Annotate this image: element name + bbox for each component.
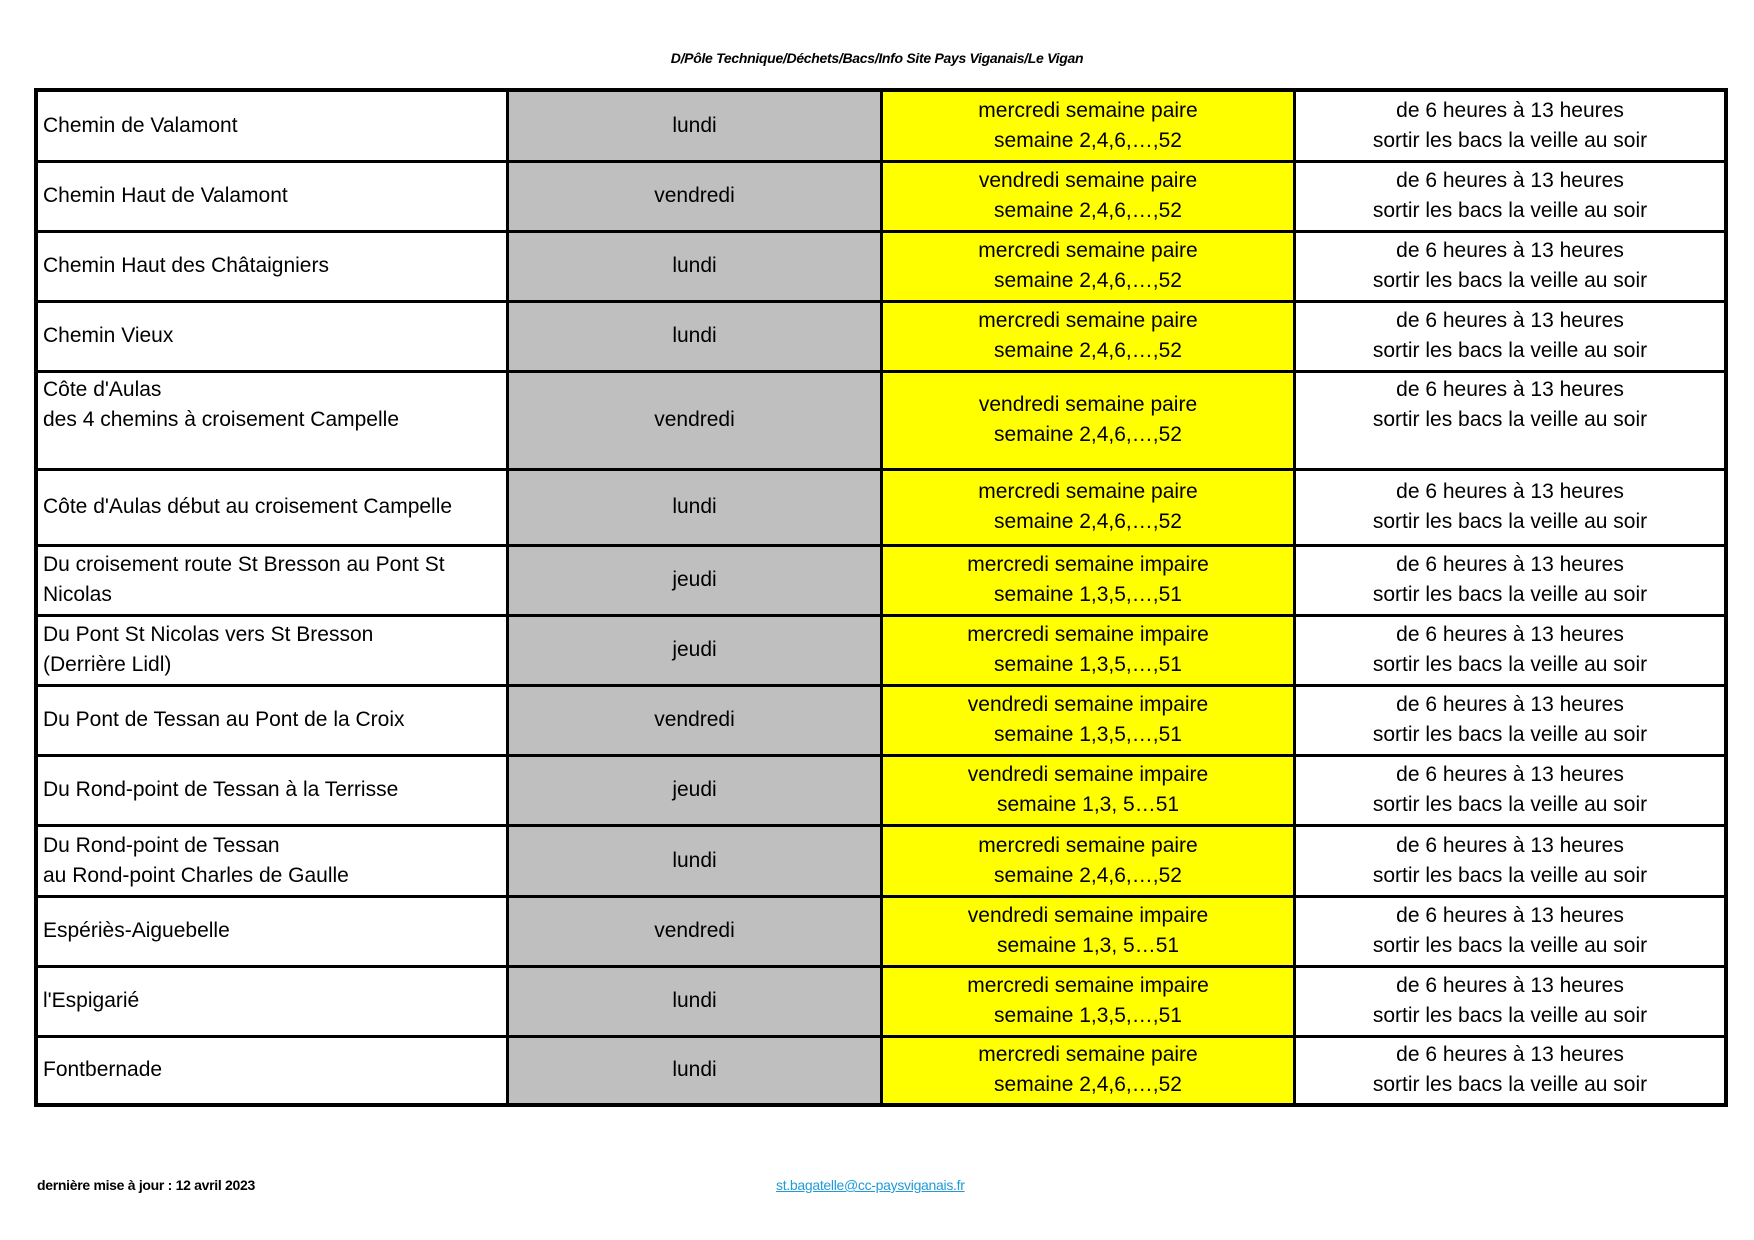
hours-cell-line: de 6 heures à 13 heures <box>1396 763 1624 786</box>
hours-cell <box>1295 825 1727 896</box>
yellow-bin-cell-line: semaine 2,4,6,…,52 <box>994 423 1182 446</box>
street-cell-line: Du croisement route St Bresson au Pont St <box>43 553 445 576</box>
hours-cell-line: sortir les bacs la veille au soir <box>1372 1004 1648 1027</box>
hours-cell-line: sortir les bacs la veille au soir <box>1372 510 1648 533</box>
yellow-bin-cell-line: vendredi semaine paire <box>978 169 1198 192</box>
yellow-bin-cell <box>882 685 1295 755</box>
street-cell-line: Du Rond-point de Tessan à la Terrisse <box>43 778 399 801</box>
street-cell <box>36 1036 508 1105</box>
yellow-bin-cell-line: semaine 1,3,5,…,51 <box>994 653 1182 676</box>
yellow-bin-cell-line: mercredi semaine paire <box>978 1043 1198 1067</box>
street-cell <box>36 545 508 615</box>
hours-cell-line: de 6 heures à 13 heures <box>1396 239 1624 262</box>
yellow-bin-cell-line: semaine 2,4,6,…,52 <box>994 510 1182 533</box>
table-row <box>36 825 1726 896</box>
street-cell <box>36 469 508 545</box>
hours-cell-line: sortir les bacs la veille au soir <box>1372 653 1648 676</box>
hours-cell-line: de 6 heures à 13 heures <box>1396 377 1624 401</box>
hours-cell-line: sortir les bacs la veille au soir <box>1372 339 1648 362</box>
yellow-bin-cell-line: mercredi semaine impaire <box>967 974 1209 997</box>
collection-schedule-table <box>34 88 1728 1107</box>
table-row <box>36 685 1726 755</box>
yellow-bin-cell-line: vendredi semaine impaire <box>967 693 1209 716</box>
yellow-bin-cell-line: semaine 1,3,5,…,51 <box>994 1004 1182 1027</box>
hours-cell-line: de 6 heures à 13 heures <box>1396 169 1624 192</box>
collection-day-cell: lundi <box>508 301 882 371</box>
document-path-header: D/Pôle Technique/Déchets/Bacs/Info Site Pays Viganais/Le Vigan <box>670 50 1084 66</box>
yellow-bin-cell-line: vendredi semaine impaire <box>967 763 1209 786</box>
yellow-bin-cell-line: semaine 2,4,6,…,52 <box>994 199 1182 222</box>
street-cell-line: Chemin Haut de Valamont <box>43 184 288 207</box>
collection-day-cell: lundi <box>508 231 882 301</box>
street-cell <box>36 90 508 161</box>
yellow-bin-cell-line: vendredi semaine impaire <box>967 904 1209 927</box>
yellow-bin-cell <box>882 966 1295 1036</box>
street-cell <box>36 685 508 755</box>
yellow-bin-cell-line: semaine 2,4,6,…,52 <box>994 863 1182 887</box>
collection-day-cell: lundi <box>508 469 882 545</box>
street-cell-line: Fontbernade <box>43 1058 163 1082</box>
hours-cell <box>1295 615 1727 685</box>
yellow-bin-cell-line: vendredi semaine paire <box>978 393 1198 416</box>
collection-day-cell: lundi <box>508 90 882 161</box>
hours-cell <box>1295 966 1727 1036</box>
table-row <box>36 90 1726 161</box>
street-cell-line: l'Espigarié <box>43 989 140 1012</box>
yellow-bin-cell <box>882 301 1295 371</box>
collection-day-cell: vendredi <box>508 685 882 755</box>
yellow-bin-cell <box>882 896 1295 966</box>
last-update-label: dernière mise à jour : 12 avril 2023 <box>37 1177 255 1193</box>
table-row <box>36 161 1726 231</box>
collection-day-cell: jeudi <box>508 755 882 825</box>
collection-day-cell: lundi <box>508 1036 882 1105</box>
yellow-bin-cell <box>882 90 1295 161</box>
street-cell-line: Du Pont St Nicolas vers St Bresson <box>43 623 374 646</box>
yellow-bin-cell <box>882 231 1295 301</box>
yellow-bin-cell-line: semaine 2,4,6,…,52 <box>994 269 1182 292</box>
hours-cell <box>1295 1036 1727 1105</box>
collection-day-cell: vendredi <box>508 896 882 966</box>
street-cell-line: Chemin de Valamont <box>43 113 238 137</box>
hours-cell <box>1295 161 1727 231</box>
contact-email-link[interactable]: st.bagatelle@cc-paysviganais.fr <box>776 1177 965 1193</box>
yellow-bin-cell <box>882 161 1295 231</box>
yellow-bin-cell <box>882 545 1295 615</box>
street-cell <box>36 896 508 966</box>
table-row <box>36 755 1726 825</box>
hours-cell-line: de 6 heures à 13 heures <box>1396 480 1624 503</box>
street-cell-line: au Rond-point Charles de Gaulle <box>43 863 349 887</box>
table-row <box>36 966 1726 1036</box>
hours-cell <box>1295 545 1727 615</box>
hours-cell-line: de 6 heures à 13 heures <box>1396 98 1624 122</box>
hours-cell <box>1295 301 1727 371</box>
hours-cell <box>1295 231 1727 301</box>
street-cell <box>36 301 508 371</box>
table-row <box>36 545 1726 615</box>
hours-cell-line: sortir les bacs la veille au soir <box>1372 723 1648 746</box>
collection-day-cell: jeudi <box>508 545 882 615</box>
hours-cell-line: de 6 heures à 13 heures <box>1396 623 1624 646</box>
hours-cell-line: sortir les bacs la veille au soir <box>1372 128 1648 152</box>
yellow-bin-cell-line: mercredi semaine paire <box>978 309 1198 332</box>
yellow-bin-cell-line: mercredi semaine paire <box>978 833 1198 857</box>
hours-cell-line: sortir les bacs la veille au soir <box>1372 793 1648 816</box>
street-cell-line: des 4 chemins à croisement Campelle <box>43 407 399 431</box>
hours-cell <box>1295 469 1727 545</box>
street-cell <box>36 615 508 685</box>
yellow-bin-cell-line: mercredi semaine paire <box>978 480 1198 503</box>
street-cell-line: Chemin Vieux <box>43 324 174 347</box>
collection-day-cell: jeudi <box>508 615 882 685</box>
hours-cell <box>1295 755 1727 825</box>
table-row <box>36 1036 1726 1105</box>
hours-cell-line: sortir les bacs la veille au soir <box>1372 199 1648 222</box>
hours-cell-line: de 6 heures à 13 heures <box>1396 904 1624 927</box>
street-cell <box>36 231 508 301</box>
yellow-bin-cell-line: mercredi semaine paire <box>978 98 1198 122</box>
street-cell-line: Espériès-Aiguebelle <box>43 919 230 942</box>
yellow-bin-cell-line: semaine 1,3, 5…51 <box>996 793 1180 816</box>
yellow-bin-cell-line: mercredi semaine impaire <box>967 623 1209 646</box>
street-cell-line: Du Rond-point de Tessan <box>43 833 280 857</box>
yellow-bin-cell-line: semaine 1,3, 5…51 <box>996 934 1180 957</box>
yellow-bin-cell-line: semaine 2,4,6,…,52 <box>994 1073 1182 1097</box>
street-cell <box>36 966 508 1036</box>
street-cell <box>36 371 508 469</box>
hours-cell <box>1295 685 1727 755</box>
table-row <box>36 469 1726 545</box>
table-row <box>36 896 1726 966</box>
yellow-bin-cell-line: semaine 2,4,6,…,52 <box>994 339 1182 362</box>
street-cell <box>36 825 508 896</box>
yellow-bin-cell <box>882 1036 1295 1105</box>
hours-cell-line: sortir les bacs la veille au soir <box>1372 269 1648 292</box>
hours-cell-line: sortir les bacs la veille au soir <box>1372 863 1648 887</box>
street-cell <box>36 161 508 231</box>
hours-cell-line: de 6 heures à 13 heures <box>1396 1043 1624 1067</box>
hours-cell-line: de 6 heures à 13 heures <box>1396 553 1624 576</box>
yellow-bin-cell <box>882 615 1295 685</box>
hours-cell <box>1295 896 1727 966</box>
hours-cell-line: de 6 heures à 13 heures <box>1396 833 1624 857</box>
street-cell-line: Côte d'Aulas début au croisement Campelle <box>43 495 453 518</box>
yellow-bin-cell <box>882 371 1295 469</box>
hours-cell-line: de 6 heures à 13 heures <box>1396 974 1624 997</box>
yellow-bin-cell-line: mercredi semaine impaire <box>967 553 1209 576</box>
hours-cell <box>1295 90 1727 161</box>
street-cell-line: Du Pont de Tessan au Pont de la Croix <box>43 708 405 731</box>
collection-day-cell: vendredi <box>508 371 882 469</box>
yellow-bin-cell <box>882 469 1295 545</box>
yellow-bin-cell-line: mercredi semaine paire <box>978 239 1198 262</box>
hours-cell-line: sortir les bacs la veille au soir <box>1372 934 1648 957</box>
hours-cell-line: de 6 heures à 13 heures <box>1396 693 1624 716</box>
street-cell-line: Chemin Haut des Châtaigniers <box>43 254 329 277</box>
table-row <box>36 301 1726 371</box>
table-row <box>36 371 1726 469</box>
table-row <box>36 231 1726 301</box>
yellow-bin-cell <box>882 755 1295 825</box>
hours-cell-line: sortir les bacs la veille au soir <box>1372 1073 1648 1097</box>
street-cell-line: Côte d'Aulas <box>43 377 162 401</box>
collection-day-cell: lundi <box>508 966 882 1036</box>
hours-cell-line: sortir les bacs la veille au soir <box>1372 583 1648 606</box>
street-cell-line: Nicolas <box>43 583 112 606</box>
yellow-bin-cell-line: semaine 1,3,5,…,51 <box>994 723 1182 746</box>
hours-cell-line: sortir les bacs la veille au soir <box>1372 407 1648 431</box>
street-cell <box>36 755 508 825</box>
yellow-bin-cell-line: semaine 2,4,6,…,52 <box>994 128 1182 152</box>
table-row <box>36 615 1726 685</box>
yellow-bin-cell <box>882 825 1295 896</box>
collection-day-cell: vendredi <box>508 161 882 231</box>
hours-cell <box>1295 371 1727 469</box>
street-cell-line: (Derrière Lidl) <box>43 653 172 676</box>
hours-cell-line: de 6 heures à 13 heures <box>1396 309 1624 332</box>
yellow-bin-cell-line: semaine 1,3,5,…,51 <box>994 583 1182 606</box>
collection-day-cell: lundi <box>508 825 882 896</box>
